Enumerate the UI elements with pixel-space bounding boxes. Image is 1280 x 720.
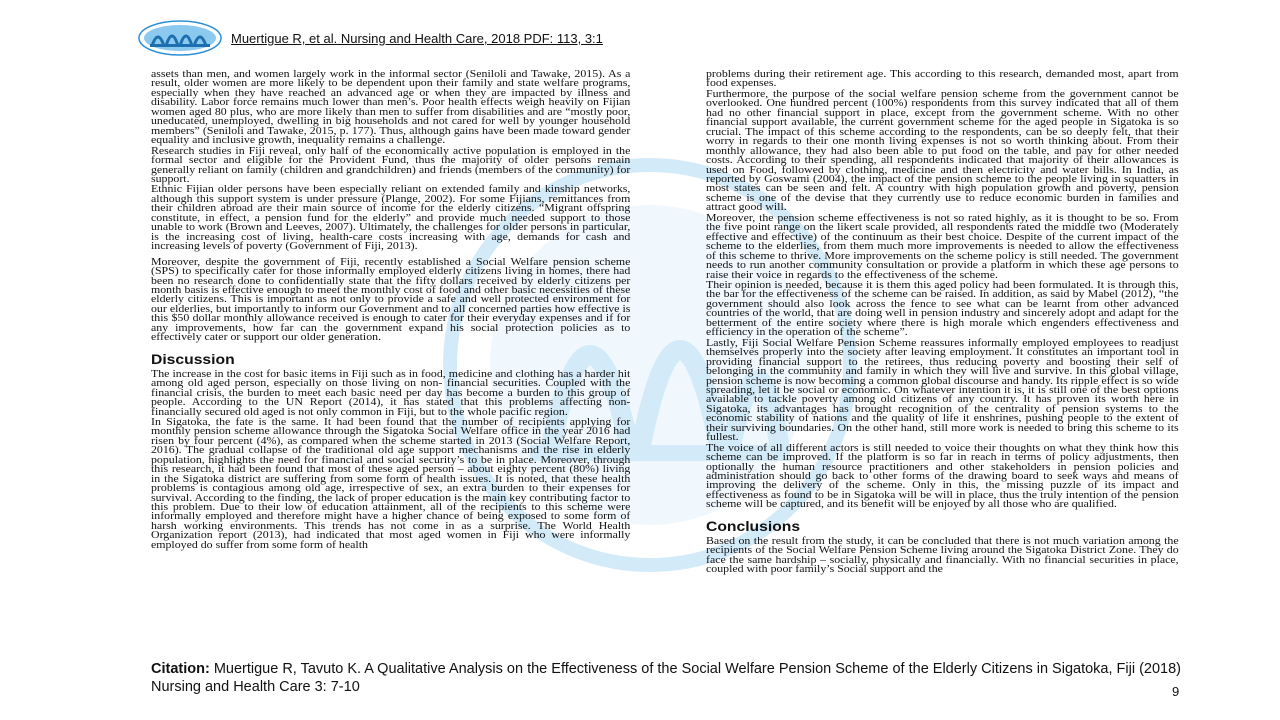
conclusions-heading: Conclusions (706, 517, 801, 534)
paragraph: assets than men, and women largely work in the informal sector (Seniloli and Tawake, 2015). As a result, older women are more likely to be dependent upon their family and state welfare programs, especially when they have reached an advanced age or when they are impacted by illness and disability. Labor force remains much lower than men’s. Poor health effects weigh heavily on Fijian women aged 80 plus, who are more likely than men to suffer from disabilities and are “mostly poor, uneducated, unemployed, dwelling in big households and not cared for well by younger household members” (Seniloli and Tawake, 2015, p. 177). Thus, although gains have been made toward gender equality and inclusive growth, inequality remains a challenge. (151, 70, 631, 147)
citation-text: Muertigue R, Tavuto K. A Qualitative Analysis on the Effectiveness of the Social Welfare Pension Scheme of the Elderly Citizens in Sigatoka, Fiji (2018) Nursing and Health Care 3: 7-10 (151, 661, 1181, 695)
page-number: 9 (1172, 684, 1180, 699)
paragraph: Ethnic Fijian older persons have been especially reliant on extended family and kinship networks, although this support system is under pressure (Plange, 2002). For some Fijians, remittances from their children abroad are their main source of income for the elderly citizens. “Migrant offspring constitute, in effect, a pension fund for the elderly” and provide much needed support to those unable to work (Brown and Leeves, 2007). Ultimately, the challenges for older persons in particular, is the increasing cost of living, health-care costs increasing with age, demands for cash and increasing levels of poverty (Government of Fiji, 2013). (151, 184, 631, 253)
paragraph: Based on the result from the study, it can be concluded that there is not much variation among the recipients of the Social Welfare Pension Scheme living around the Sigatoka District Zone. They do face the same hardship – socially, physically and financially. With no financial securities in place, coupled with poor family’s Social support and the (706, 535, 1179, 576)
paragraph: Research studies in Fiji reveal, only half of the economically active population is employed in the formal sector and eligible for the Provident Fund, thus the majority of older persons remain generally reliant on family (children and grandchildren) and friends (members of the community) for support. (151, 145, 631, 185)
paragraph: Moreover, the pension scheme effectiveness is not so rated highly, as it is thought to be so. From the five point range on the likert scale provided, all respondents rated the middle two (Moderately effective and effective) of the continuum as their best choice. Despite of the current impact of the scheme to the elderlies, from them much more improvements is needed to allow the effectiveness of this scheme to thrive. More improvements on the scheme policy is still needed. The government needs to run another community consultation or provide a platform in which these age persons to raise their voice in regards to the effectiveness of the scheme. (706, 212, 1179, 281)
right-column (706, 70, 1179, 656)
paragraph: The increase in the cost for basic items in Fiji such as in food, medicine and clothing has a harder hit among old aged person, especially on those living on non- financial securities. Coupled with the financial crisis, the burden to meet each basic need per day has become a burden to this group of people. According to the UN Report (2014), it has stated that this problems affecting non- financially secured old aged is not only common in Fiji, but to the whole pacific region. (151, 368, 631, 418)
discussion-heading: Discussion (151, 350, 235, 367)
left-column (151, 70, 630, 656)
paragraph: Furthermore, the purpose of the social welfare pension scheme from the government cannot be overlooked. One hundred percent (100%) respondents from this survey indicated that all of them had no other financial support in place, except from the government scheme. With no other financial support available, the current government scheme for the aged people in Sigatoka is so crucial. The impact of this scheme according to the respondents, can be so deeply felt, that their worry in regards to their one month living expenses is not so worth thinking about. From their monthly allowance, they had also been able to put food on the table, and pay for other needed costs. According to their spending, all respondents indicated that majority of their allowances is used on Food, followed by clothing, medicine and then electricity and water bills. In India, as reported by Goswami (2004), the impact of the pension scheme to the people living in squatters in most states can be seen and felt. A country with high population growth and poverty, pension scheme is one of the devise that they currently use to reduce economic burden in families and attract good will. (706, 88, 1179, 214)
paragraph: In Sigatoka, the fate is the same. It had been found that the number of recipients applying for monthly pension scheme allowance through the Sigatoka Social Welfare office in the year 2016 had risen by four percent (4%), as compared when the scheme started in 2013 (Social Welfare Report, 2016). The gradual collapse of the traditional old age support mechanisms and the rise in elderly population, highlights the need for financial and social security’s to be in place. Moreover, through this research, it had been found that most of these aged person – about eighty percent (80%) living in the Sigatoka district are suffering from some form of health issues. It is noted, that these health problems is contagious among old age, irrespective of sex, an extra burden to their expenses for survival. According to the finding, the lack of proper education is the main key contributing factor to this problem. Due to their low of education attainment, all of the recipients to this scheme were informally employed and therefore might have a higher chance of being exposed to some form of harsh working environments. This trends has not come in as a surprise. The World Health Organization report (2013), had indicated that most aged women in Fiji who were informally employed do suffer from some form of health (151, 416, 631, 551)
paragraph: problems during their retirement age. This according to this research, demanded most, apart from food expenses. (706, 70, 1179, 90)
paragraph: Moreover, despite the government of Fiji, recently established a Social Welfare pension scheme (SPS) to specifically cater for those informally employed elderly citizens living in homes, there had been no research done to confidentially state that the fifty dollars received by elderly citizens per month basis is effective enough to meet the monthly cost of food and other basic necessities of these elderly citizens. This is important as not only to provide a safe and well protected environment for our elderlies, but importantly to inform our Government and to all concerned parties how effective is this $50 dollar monthly allowance received is enough to cater for their everyday expenses and if for any improvements, how far can the government expand his social protection policies as to effectively cater or support our older generation. (151, 256, 631, 344)
paragraph: Lastly, Fiji Social Welfare Pension Scheme reassures informally employed employees to readjust themselves properly into the society after leaving employment. It constitutes an important tool in providing financial support to the retirees, thus reducing poverty and boosting their self of belonging in the community and family in which they will live and survive. In this global village, pension scheme is now becoming a common global discourse and handy. Its ripple effect is so wide spreading, let it be social or economic. On whatever intention it is, it is still one of the best options available to tackle poverty among old citizens of any country. It has proven its worth here in Sigatoka, its advantages has brought recognition of the centrality of pension systems to the economic stability of nations and the quality of life it enshrines, pushing people to the extent of their surviving boundaries. On the other hand, still more work is needed to bring this scheme to its fullest. (706, 337, 1179, 444)
citation-label: Citation: (151, 661, 210, 677)
running-header: Muertigue R, et al. Nursing and Health Care, 2018 PDF: 113, 3:1 (231, 31, 603, 46)
paragraph: The voice of all different actors is still needed to voice their thoughts on what they think how this scheme can be improved. If the platform is so far in reach in terms of policy adjustments, then optionally the human resource practitioners and other stakeholders in pension policies and administration should go back to other forms of the drawing board to seek ways and means of improving the delivery of the scheme. Only in this, the missing puzzle of its impact and effectiveness as found to be in Sigatoka will be will in place, thus the truly intention of the pension scheme will be captured, and its benefit will be enjoyed by all those who are qualified. (706, 442, 1179, 511)
citation (151, 660, 1191, 696)
journal-logo-icon (138, 20, 222, 56)
paragraph: Their opinion is needed, because it is them this aged policy had been formulated. It is through this, the bar for the effectiveness of the scheme can be raised. In addition, as said by Mabel (2012), “the government should also look across the fence to see what can be learnt from other advanced countries of the world, that are doing well in pension industry and sincerely adopt and adapt for the betterment of the entire society where there is high morale which engenders effectiveness and efficiency in the operation of the scheme”. (706, 279, 1179, 339)
